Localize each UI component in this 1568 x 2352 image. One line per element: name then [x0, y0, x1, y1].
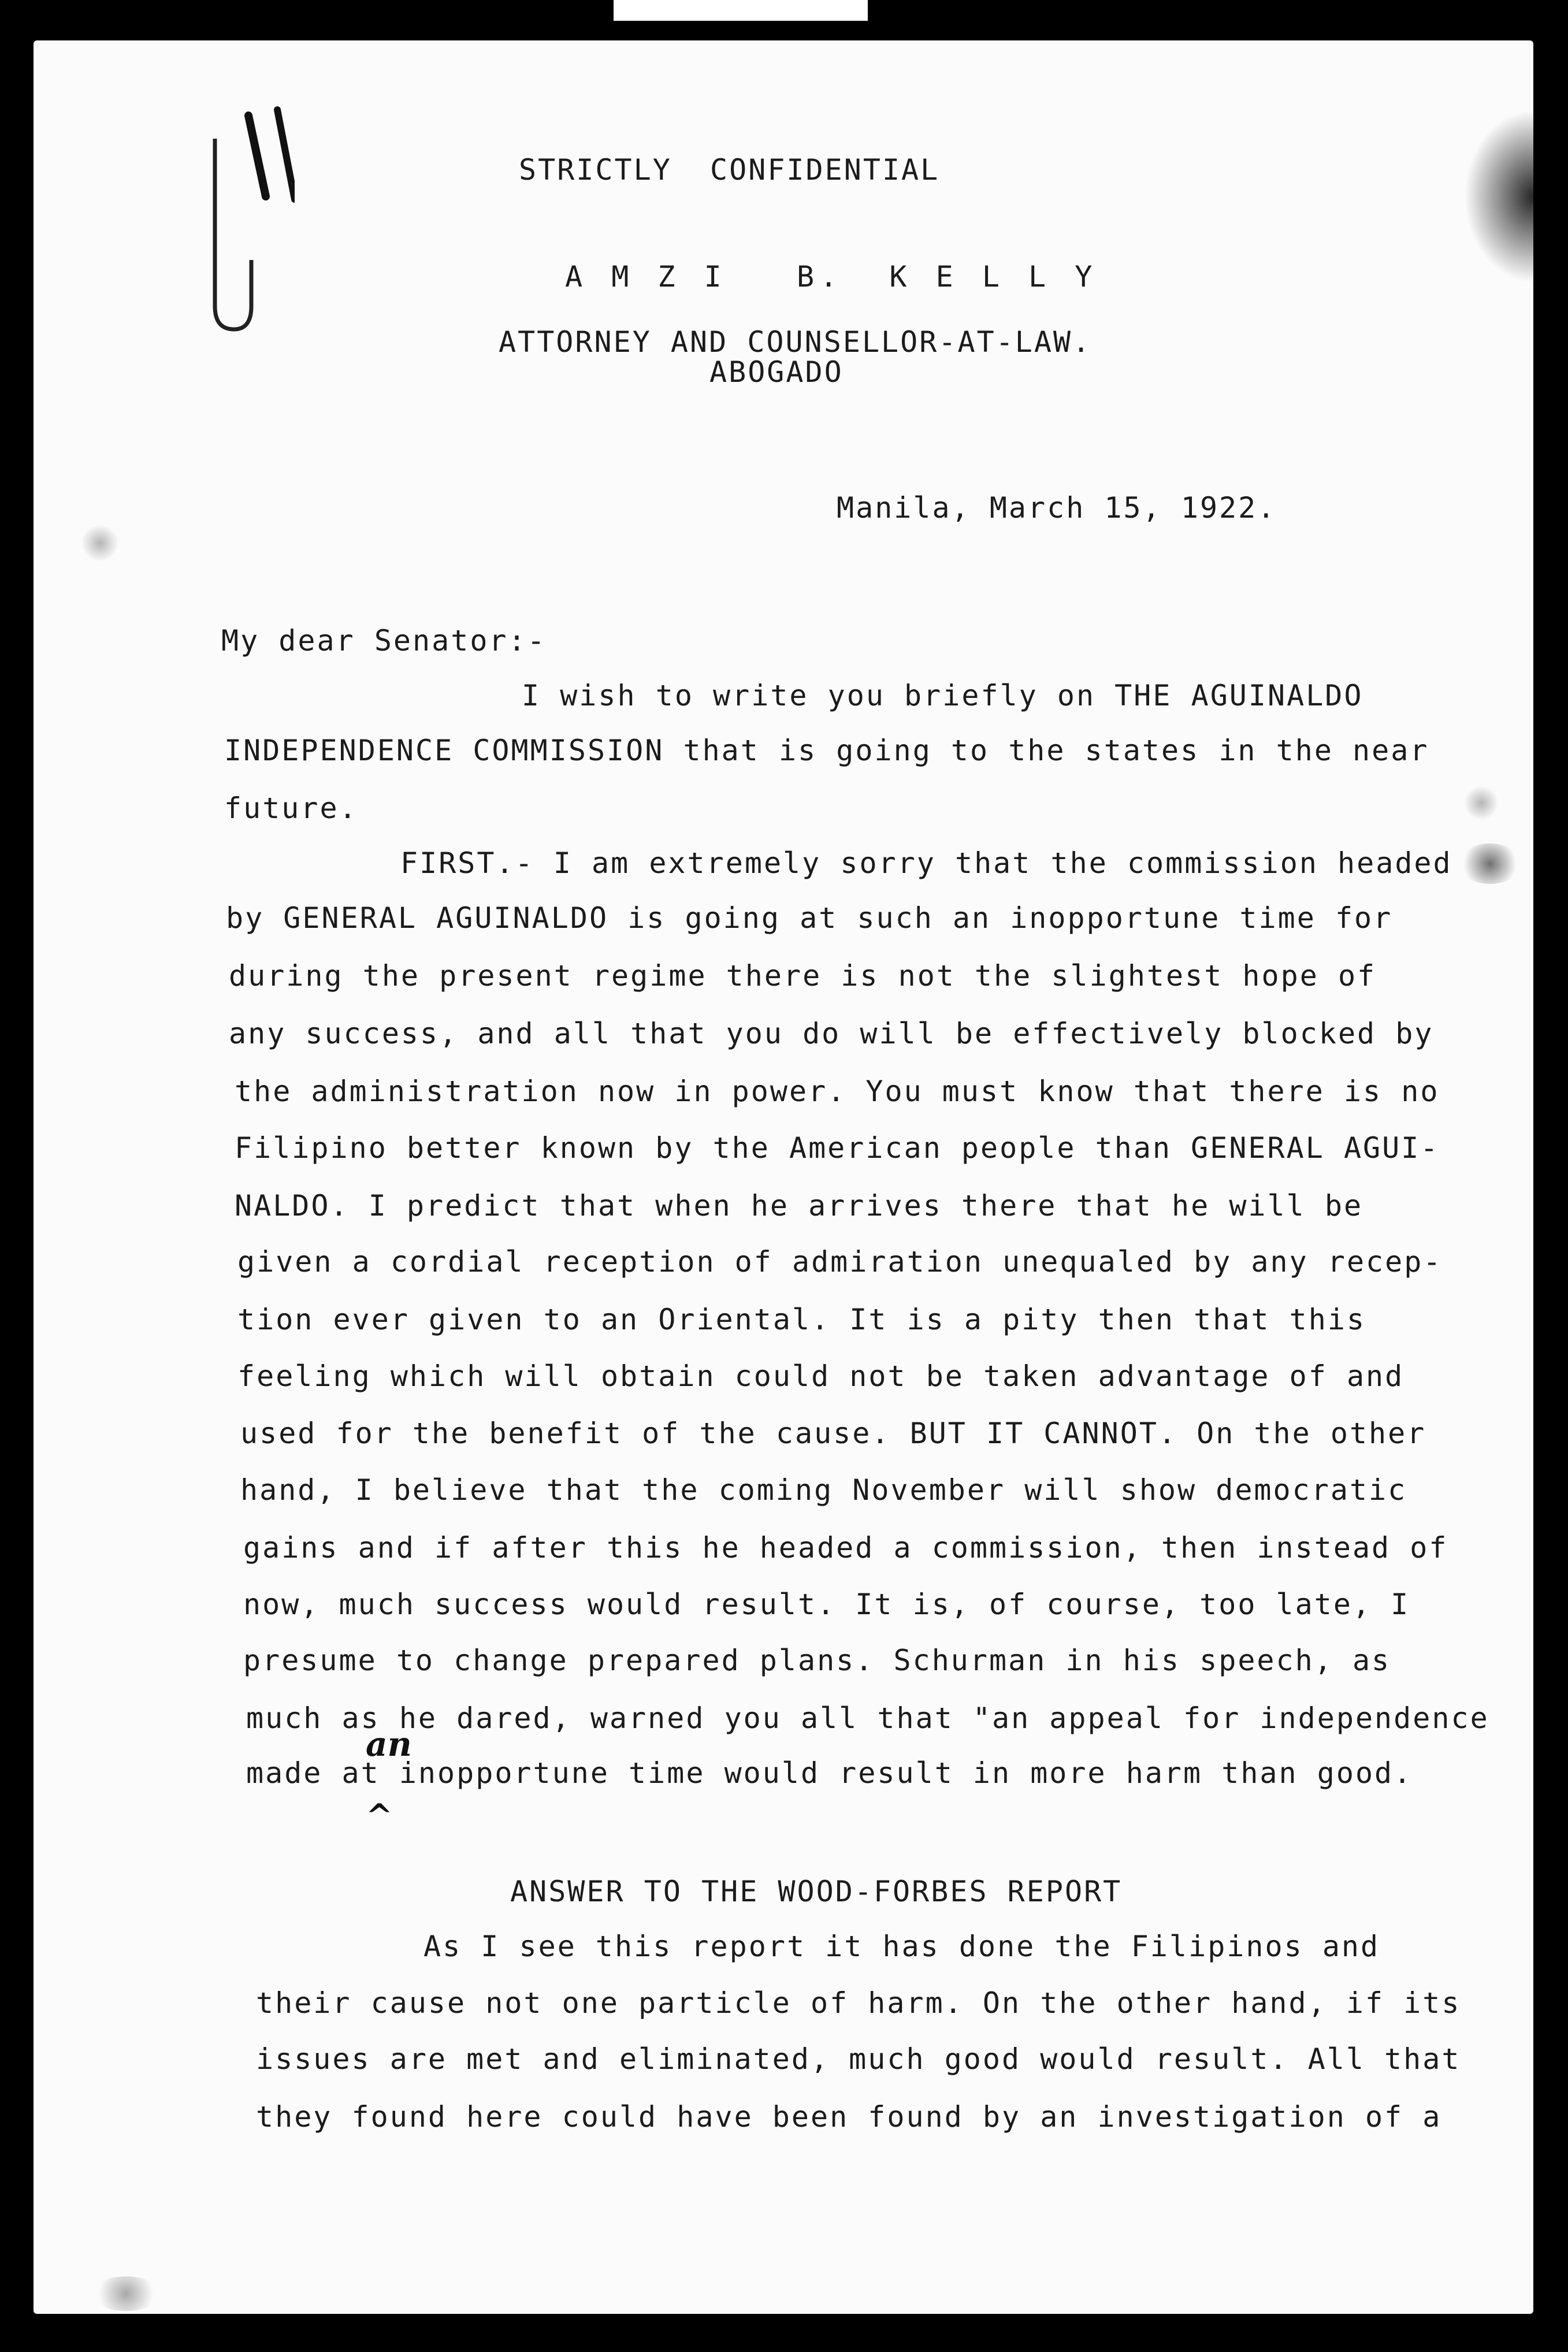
body-line: given a cordial reception of admiration unequaled by any recep-: [237, 1245, 1443, 1279]
edge-shadow: [1464, 110, 1533, 283]
paper-clip-icon: [179, 98, 295, 341]
body-line: used for the benefit of the cause. BUT IT CANNOT. On the other: [240, 1417, 1426, 1450]
body-line: INDEPENDENCE COMMISSION that is going to the states in the near: [224, 734, 1429, 767]
letter-page: [34, 40, 1533, 2314]
body-line: much as he dared, warned you all that "an appeal for independence: [246, 1701, 1489, 1735]
body-line: hand, I believe that the coming November will show democratic: [240, 1473, 1407, 1507]
letterhead-name: A M Z I B. K E L L Y: [565, 260, 1098, 293]
section-line: they found here could have been found by an investigation of a: [256, 2100, 1442, 2134]
section-line: As I see this report it has done the Filipinos and: [423, 1930, 1380, 1963]
body-line: Filipino better known by the American people than GENERAL AGUI-: [235, 1131, 1440, 1165]
smudge-mark: [91, 2276, 161, 2311]
body-line: made at inopportune time would result in more harm than good.: [246, 1756, 1413, 1790]
letterhead-title: ATTORNEY AND COUNSELLOR-AT-LAW.: [499, 325, 1092, 359]
smudge-mark: [80, 526, 120, 560]
body-line: any success, and all that you do will be effectively blocked by: [229, 1017, 1434, 1050]
body-line: the administration now in power. You must know that there is no: [235, 1075, 1440, 1108]
body-line: now, much success would result. It is, of course, too late, I: [243, 1588, 1410, 1621]
section-line: their cause not one particle of harm. On the other hand, if its: [256, 1986, 1461, 2020]
body-line: gains and if after this he headed a commission, then instead of: [243, 1531, 1448, 1565]
smudge-mark: [1464, 786, 1499, 820]
body-line: future.: [224, 792, 358, 825]
caret-mark: ^: [366, 1797, 393, 1835]
section-line: issues are met and eliminated, much good would result. All that: [256, 2042, 1461, 2076]
letterhead-subtitle: ABOGADO: [709, 355, 844, 389]
section-heading: ANSWER TO THE WOOD-FORBES REPORT: [510, 1875, 1123, 1908]
body-line: presume to change prepared plans. Schurman in his speech, as: [243, 1644, 1391, 1677]
body-line: feeling which will obtain could not be taken advantage of and: [237, 1359, 1404, 1393]
body-line: during the present regime there is not the slightest hope of: [229, 959, 1377, 993]
smudge-mark: [1458, 844, 1522, 884]
handwritten-insertion: an: [366, 1725, 412, 1764]
body-line: NALDO. I predict that when he arrives there that he will be: [235, 1189, 1363, 1223]
salutation: My dear Senator:-: [221, 624, 547, 657]
body-line: FIRST.- I am extremely sorry that the commission headed: [400, 846, 1452, 880]
body-line: tion ever given to an Oriental. It is a pity then that this: [237, 1303, 1366, 1336]
scan-tab: [614, 0, 868, 21]
dateline: Manila, March 15, 1922.: [837, 491, 1277, 525]
body-line: I wish to write you briefly on THE AGUINALDO: [522, 679, 1363, 712]
confidential-header: STRICTLY CONFIDENTIAL: [519, 153, 940, 187]
body-line: by GENERAL AGUINALDO is going at such an inopportune time for: [226, 901, 1393, 935]
